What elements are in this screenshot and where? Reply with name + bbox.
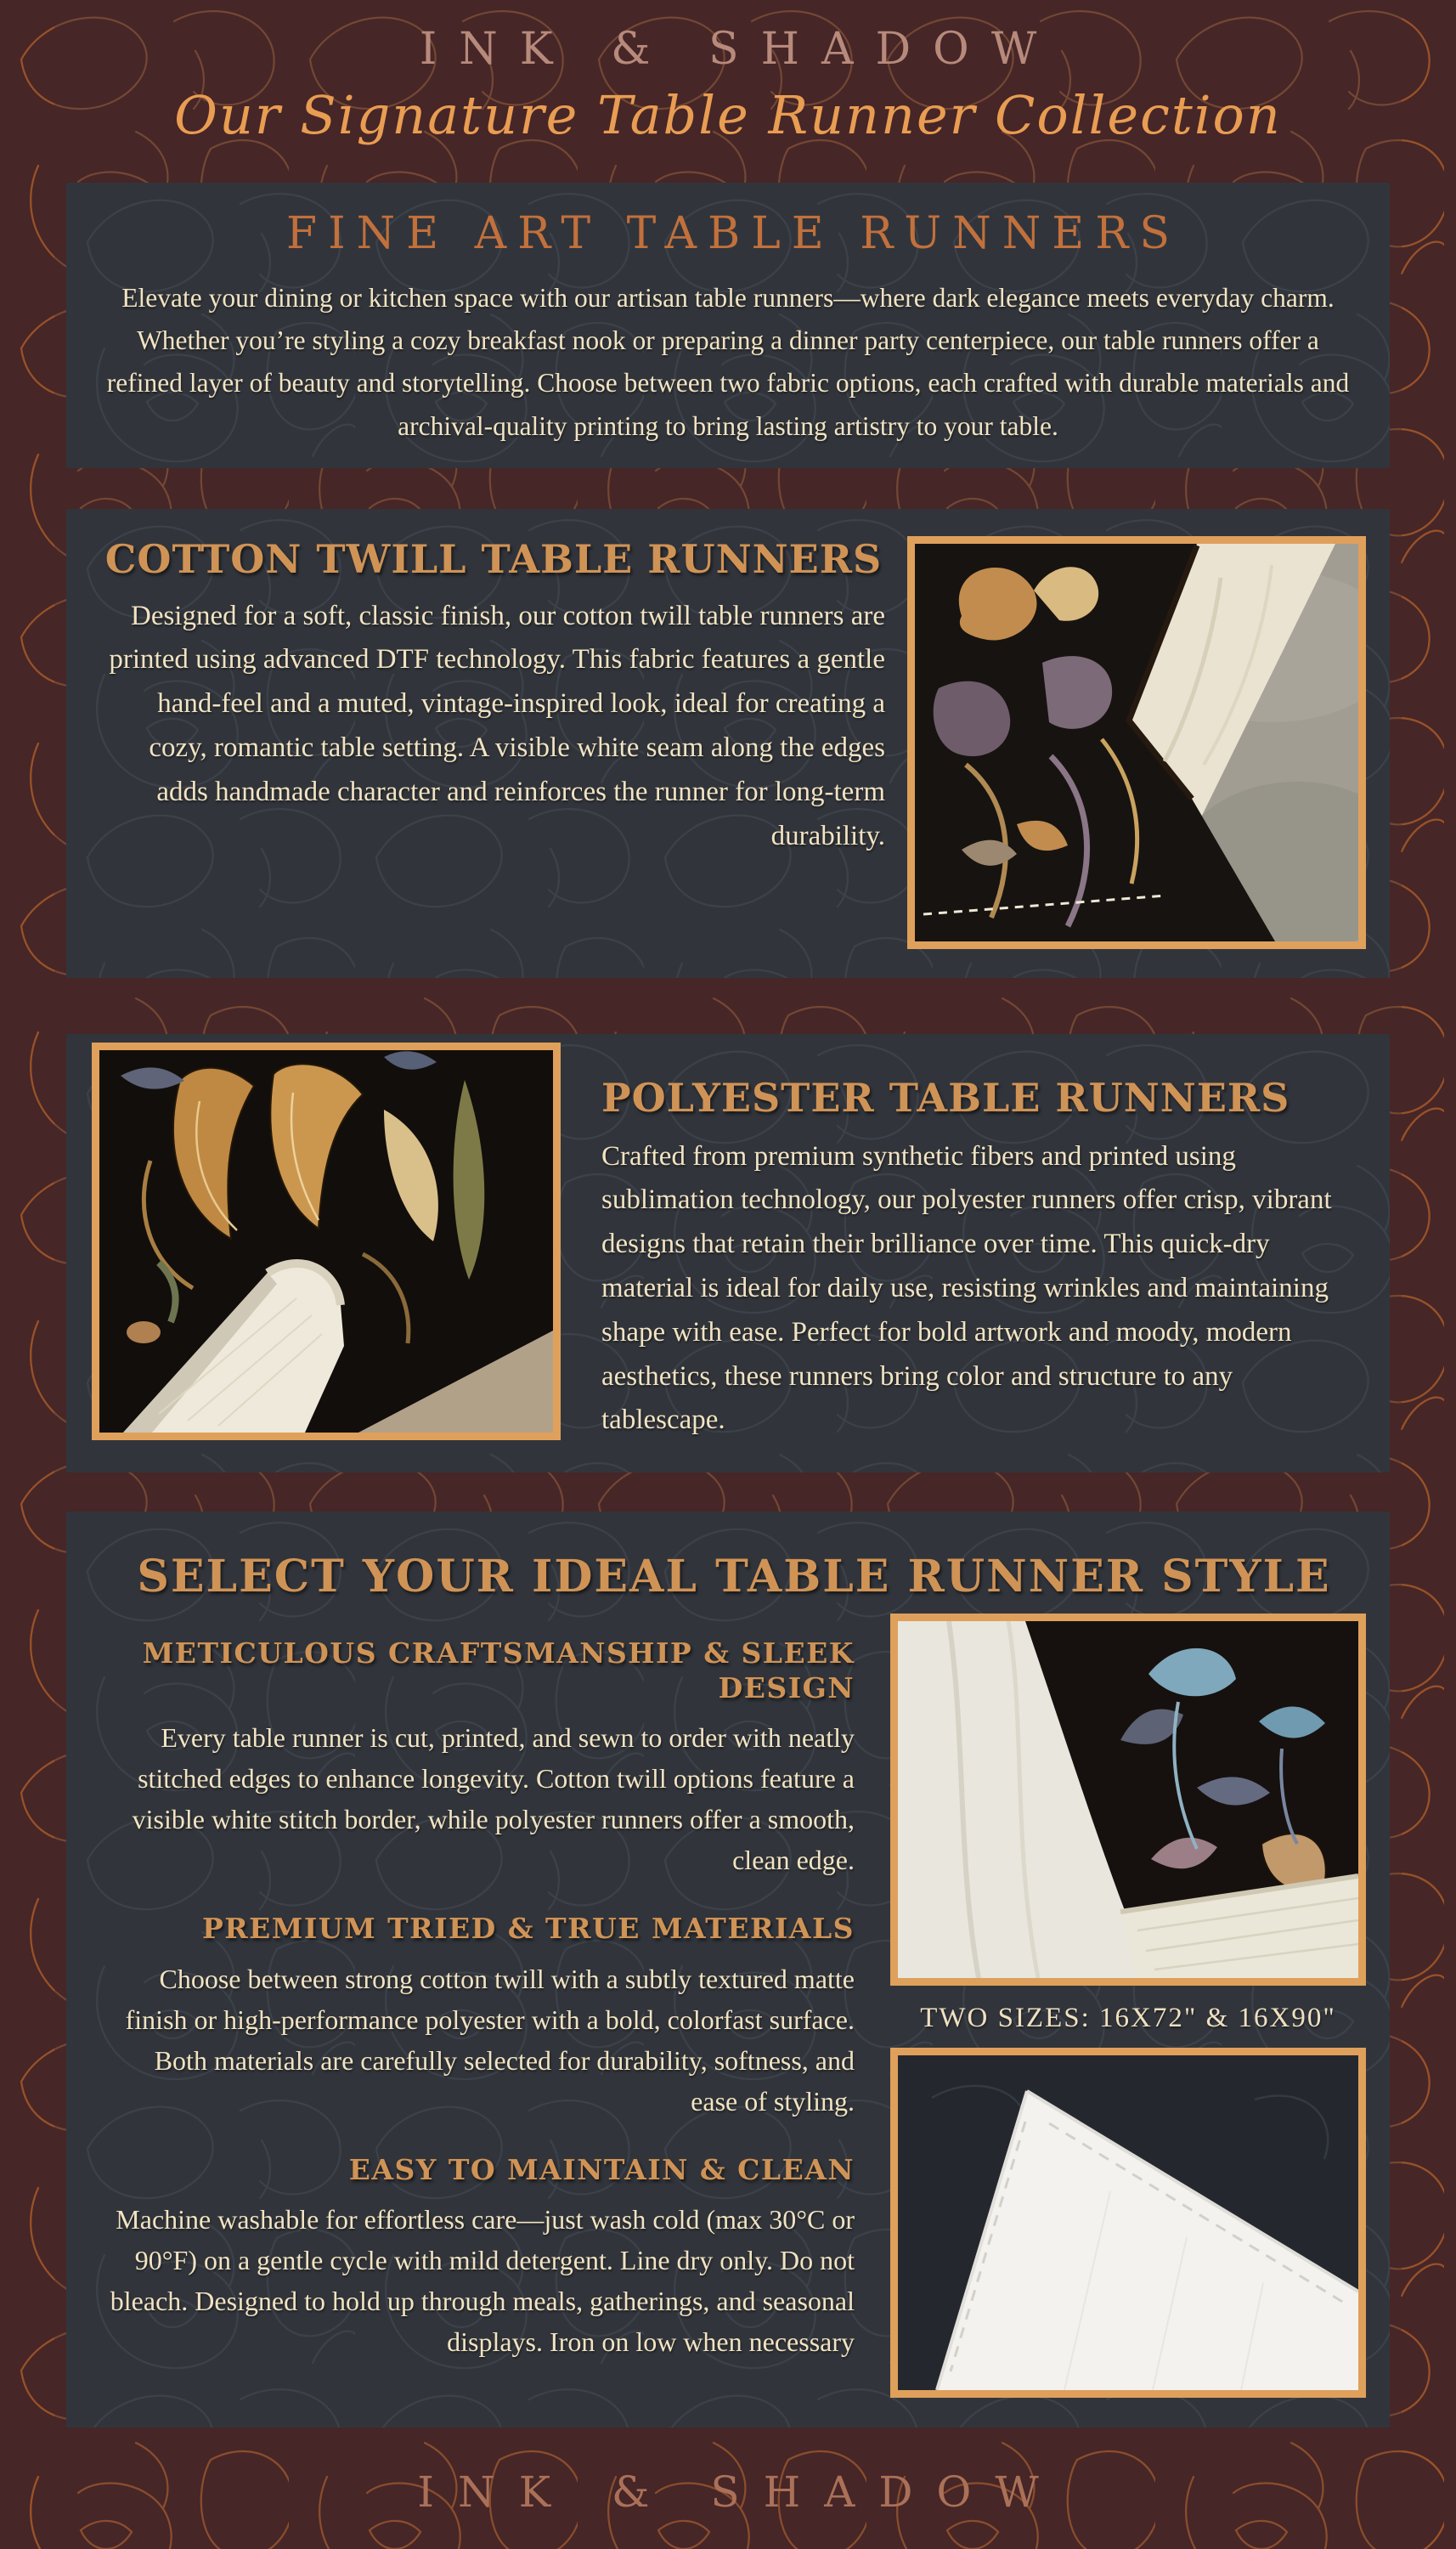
- footer: [0, 2467, 1456, 2549]
- sizes-caption: TWO SIZES: 16X72" & 16X90": [920, 2002, 1336, 2033]
- intro-title: FINE ART TABLE RUNNERS: [286, 207, 1181, 259]
- polyester-runner-photo-frame: [92, 1043, 561, 1440]
- select-photo-column: [890, 1614, 1366, 2398]
- brand-wordmark-bottom: INK & SHADOW: [417, 2467, 1063, 2517]
- polyester-runner-photo: [99, 1050, 553, 1433]
- cotton-runner-photo: [915, 544, 1358, 941]
- brand-wordmark-top: INK & SHADOW: [419, 24, 1059, 75]
- intro-body: Elevate your dining or kitchen space with our artisan table runners—where dark elegance meets everyday charm. Whether you’re styling a cozy breakfast nook or preparing a dinner party centerpiece, our table runners offer a refined layer of beauty and storytelling. Choose between two fabric options, each crafted with durable materials and archival-quality printing to bring lasting artistry to your table.: [106, 282, 1350, 441]
- draped-runner-photo: [898, 1621, 1358, 1978]
- polyester-title: POLYESTER TABLE RUNNERS: [601, 1074, 1290, 1121]
- feature-materials: [102, 1911, 855, 2121]
- intro-panel: [66, 183, 1390, 468]
- white-corner-photo-frame: [890, 2048, 1366, 2398]
- white-corner-stitch-photo: [898, 2055, 1358, 2390]
- cotton-runner-photo-frame: [907, 536, 1366, 949]
- polyester-body: Crafted from premium synthetic fibers and printed using sublimation technology, our polyester runners offer crisp, vibrant designs that retain their brilliance over time. This quick-dry material is ideal for daily use, resisting wrinkles and maintaining shape with ease. Perfect for bold artwork and moody, modern aesthetics, these runners bring color and structure to any tablescape.: [601, 1140, 1332, 1436]
- draped-runner-photo-frame: [890, 1614, 1366, 1986]
- select-style-section: [66, 1512, 1390, 2427]
- feature-body: Machine washable for effortless care—just wash cold (max 30°C or 90°F) on a gentle cycle with mild detergent. Line dry only. Do not bleach. Designed to hold up through meals, gatherings, and seasonal displays. Iron on low when necessary: [110, 2203, 855, 2357]
- masthead: [0, 0, 1456, 149]
- polyester-section: [66, 1034, 1390, 1472]
- feature-craftsmanship: [102, 1636, 855, 1881]
- feature-heading: EASY TO MAINTAIN & CLEAN: [348, 2152, 855, 2186]
- cotton-title: COTTON TWILL TABLE RUNNERS: [104, 535, 883, 582]
- select-title: SELECT YOUR IDEAL TABLE RUNNER STYLE: [137, 1550, 1331, 1602]
- feature-heading: PREMIUM TRIED & TRUE MATERIALS: [201, 1912, 855, 1946]
- feature-heading: METICULOUS CRAFTSMANSHIP & SLEEK DESIGN: [142, 1636, 855, 1705]
- feature-list: [102, 1614, 890, 2398]
- cotton-twill-section: [66, 509, 1390, 978]
- feature-care: [102, 2152, 855, 2362]
- feature-body: Every table runner is cut, printed, and sewn to order with neatly stitched edges to enhance longevity. Cotton twill options feature a visible white stitch border, while polyester runners offer a smooth, clean edge.: [132, 1722, 855, 1876]
- feature-body: Choose between strong cotton twill with a subtly textured matte finish or high-performance polyester with a bold, colorfast surface. Both materials are carefully selected for durability, softness, and ease of styling.: [125, 1963, 855, 2117]
- cotton-body: Designed for a soft, classic finish, our cotton twill table runners are printed using advanced DTF technology. This fabric features a gentle hand-feel and a muted, vintage-inspired look, ideal for creating a cozy, romantic table setting. A visible white seam along the edges adds handmade character and reinforces the runner for long-term durability.: [109, 600, 885, 851]
- collection-tagline: Our Signature Table Runner Collection: [174, 84, 1282, 146]
